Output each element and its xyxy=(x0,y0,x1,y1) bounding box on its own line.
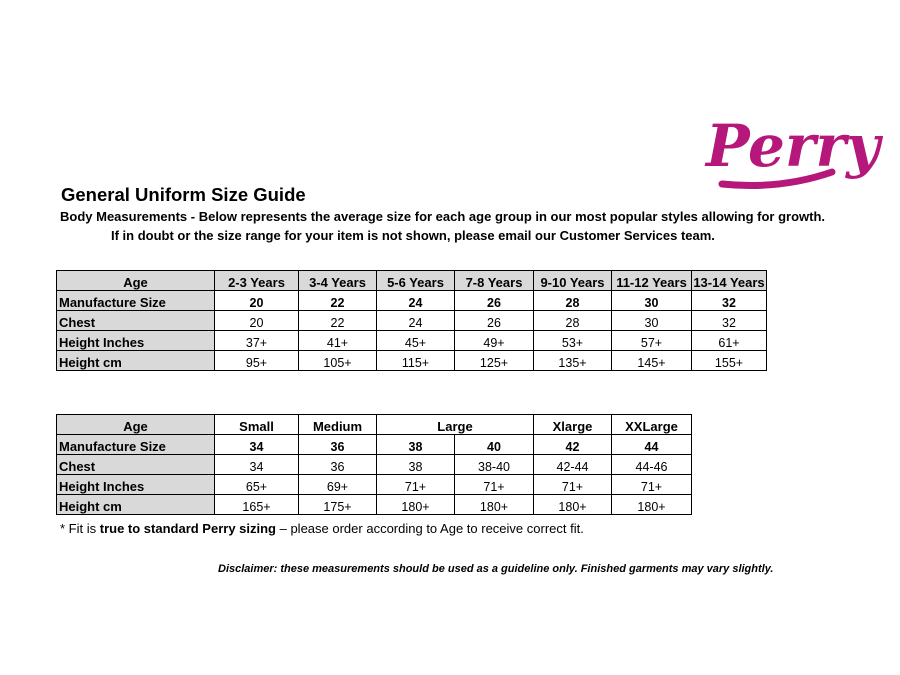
table-cell: 22 xyxy=(299,311,377,331)
column-header: 11-12 Years xyxy=(612,271,692,291)
table-cell: 34 xyxy=(215,455,299,475)
table-cell: 125+ xyxy=(455,351,534,371)
table-row xyxy=(57,455,692,475)
page-title: General Uniform Size Guide xyxy=(61,184,306,205)
table-cell: 20 xyxy=(215,291,299,311)
table-cell: 28 xyxy=(534,291,612,311)
row-label-height-inches: Height Inches xyxy=(57,475,215,495)
subtitle-line-2: If in doubt or the size range for your item is not shown, please email our Customer Services team. xyxy=(111,228,715,243)
table-cell: 180+ xyxy=(612,495,692,515)
perry-logo xyxy=(700,100,880,192)
table-cell: 45+ xyxy=(377,331,455,351)
table-cell: 44 xyxy=(612,435,692,455)
row-label-height-cm: Height cm xyxy=(57,495,215,515)
table-cell: 71+ xyxy=(612,475,692,495)
table-cell: 28 xyxy=(534,311,612,331)
table-row xyxy=(57,331,767,351)
row-label-age: Age xyxy=(57,415,215,435)
table-cell: 53+ xyxy=(534,331,612,351)
table-cell: 65+ xyxy=(215,475,299,495)
column-header: 5-6 Years xyxy=(377,271,455,291)
row-label-chest: Chest xyxy=(57,311,215,331)
table-row xyxy=(57,351,767,371)
subtitle-line-1: Body Measurements - Below represents the average size for each age group in our most popular styles allowing for growth. xyxy=(60,209,826,224)
table-row xyxy=(57,435,692,455)
column-header: XXLarge xyxy=(612,415,692,435)
column-header: Large xyxy=(377,415,534,435)
table-cell: 135+ xyxy=(534,351,612,371)
fit-note xyxy=(60,521,584,536)
fit-note-suffix: – please order according to Age to receive correct fit. xyxy=(276,521,584,536)
table-cell: 26 xyxy=(455,311,534,331)
table-cell: 95+ xyxy=(215,351,299,371)
column-header: Medium xyxy=(299,415,377,435)
table-cell: 40 xyxy=(455,435,534,455)
table-cell: 22 xyxy=(299,291,377,311)
table-row xyxy=(57,311,767,331)
table-cell: 34 xyxy=(215,435,299,455)
table-cell: 24 xyxy=(377,291,455,311)
table-cell: 61+ xyxy=(692,331,767,351)
adult-size-table xyxy=(56,414,692,515)
table-cell: 32 xyxy=(692,291,767,311)
table-cell: 42 xyxy=(534,435,612,455)
disclaimer: Disclaimer: these measurements should be used as a guideline only. Finished garments may vary slightly. xyxy=(218,563,774,575)
table-cell: 38 xyxy=(377,435,455,455)
row-label-manufacture-size: Manufacture Size xyxy=(57,435,215,455)
table-cell: 145+ xyxy=(612,351,692,371)
row-label-manufacture-size: Manufacture Size xyxy=(57,291,215,311)
table-cell: 38 xyxy=(377,455,455,475)
table-cell: 57+ xyxy=(612,331,692,351)
table-cell: 32 xyxy=(692,311,767,331)
table-cell: 71+ xyxy=(377,475,455,495)
table-cell: 30 xyxy=(612,311,692,331)
table-cell: 41+ xyxy=(299,331,377,351)
column-header: 9-10 Years xyxy=(534,271,612,291)
table-cell: 44-46 xyxy=(612,455,692,475)
column-header: 3-4 Years xyxy=(299,271,377,291)
table-cell: 175+ xyxy=(299,495,377,515)
table-row xyxy=(57,495,692,515)
table-cell: 155+ xyxy=(692,351,767,371)
table-cell: 49+ xyxy=(455,331,534,351)
logo-text: Perry xyxy=(706,112,880,180)
row-label-age: Age xyxy=(57,271,215,291)
table-cell: 36 xyxy=(299,435,377,455)
fit-note-prefix: * Fit is xyxy=(60,521,100,536)
table-cell: 165+ xyxy=(215,495,299,515)
table-cell: 24 xyxy=(377,311,455,331)
table-cell: 180+ xyxy=(534,495,612,515)
table-cell: 180+ xyxy=(455,495,534,515)
table-cell: 69+ xyxy=(299,475,377,495)
table-cell: 37+ xyxy=(215,331,299,351)
table-cell: 71+ xyxy=(455,475,534,495)
table-cell: 71+ xyxy=(534,475,612,495)
table-cell: 115+ xyxy=(377,351,455,371)
table-cell: 105+ xyxy=(299,351,377,371)
age-size-table xyxy=(56,270,767,371)
table-cell: 42-44 xyxy=(534,455,612,475)
fit-note-bold: true to standard Perry sizing xyxy=(99,521,276,536)
column-header: 2-3 Years xyxy=(215,271,299,291)
table-header-row xyxy=(57,271,767,291)
row-label-height-cm: Height cm xyxy=(57,351,215,371)
column-header: Small xyxy=(215,415,299,435)
table-cell: 36 xyxy=(299,455,377,475)
table-cell: 30 xyxy=(612,291,692,311)
column-header: 7-8 Years xyxy=(455,271,534,291)
table-cell: 38-40 xyxy=(455,455,534,475)
table-cell: 20 xyxy=(215,311,299,331)
table-header-row xyxy=(57,415,692,435)
table-cell: 180+ xyxy=(377,495,455,515)
column-header: Xlarge xyxy=(534,415,612,435)
row-label-chest: Chest xyxy=(57,455,215,475)
row-label-height-inches: Height Inches xyxy=(57,331,215,351)
table-cell: 26 xyxy=(455,291,534,311)
table-row xyxy=(57,475,692,495)
table-row xyxy=(57,291,767,311)
column-header: 13-14 Years xyxy=(692,271,767,291)
